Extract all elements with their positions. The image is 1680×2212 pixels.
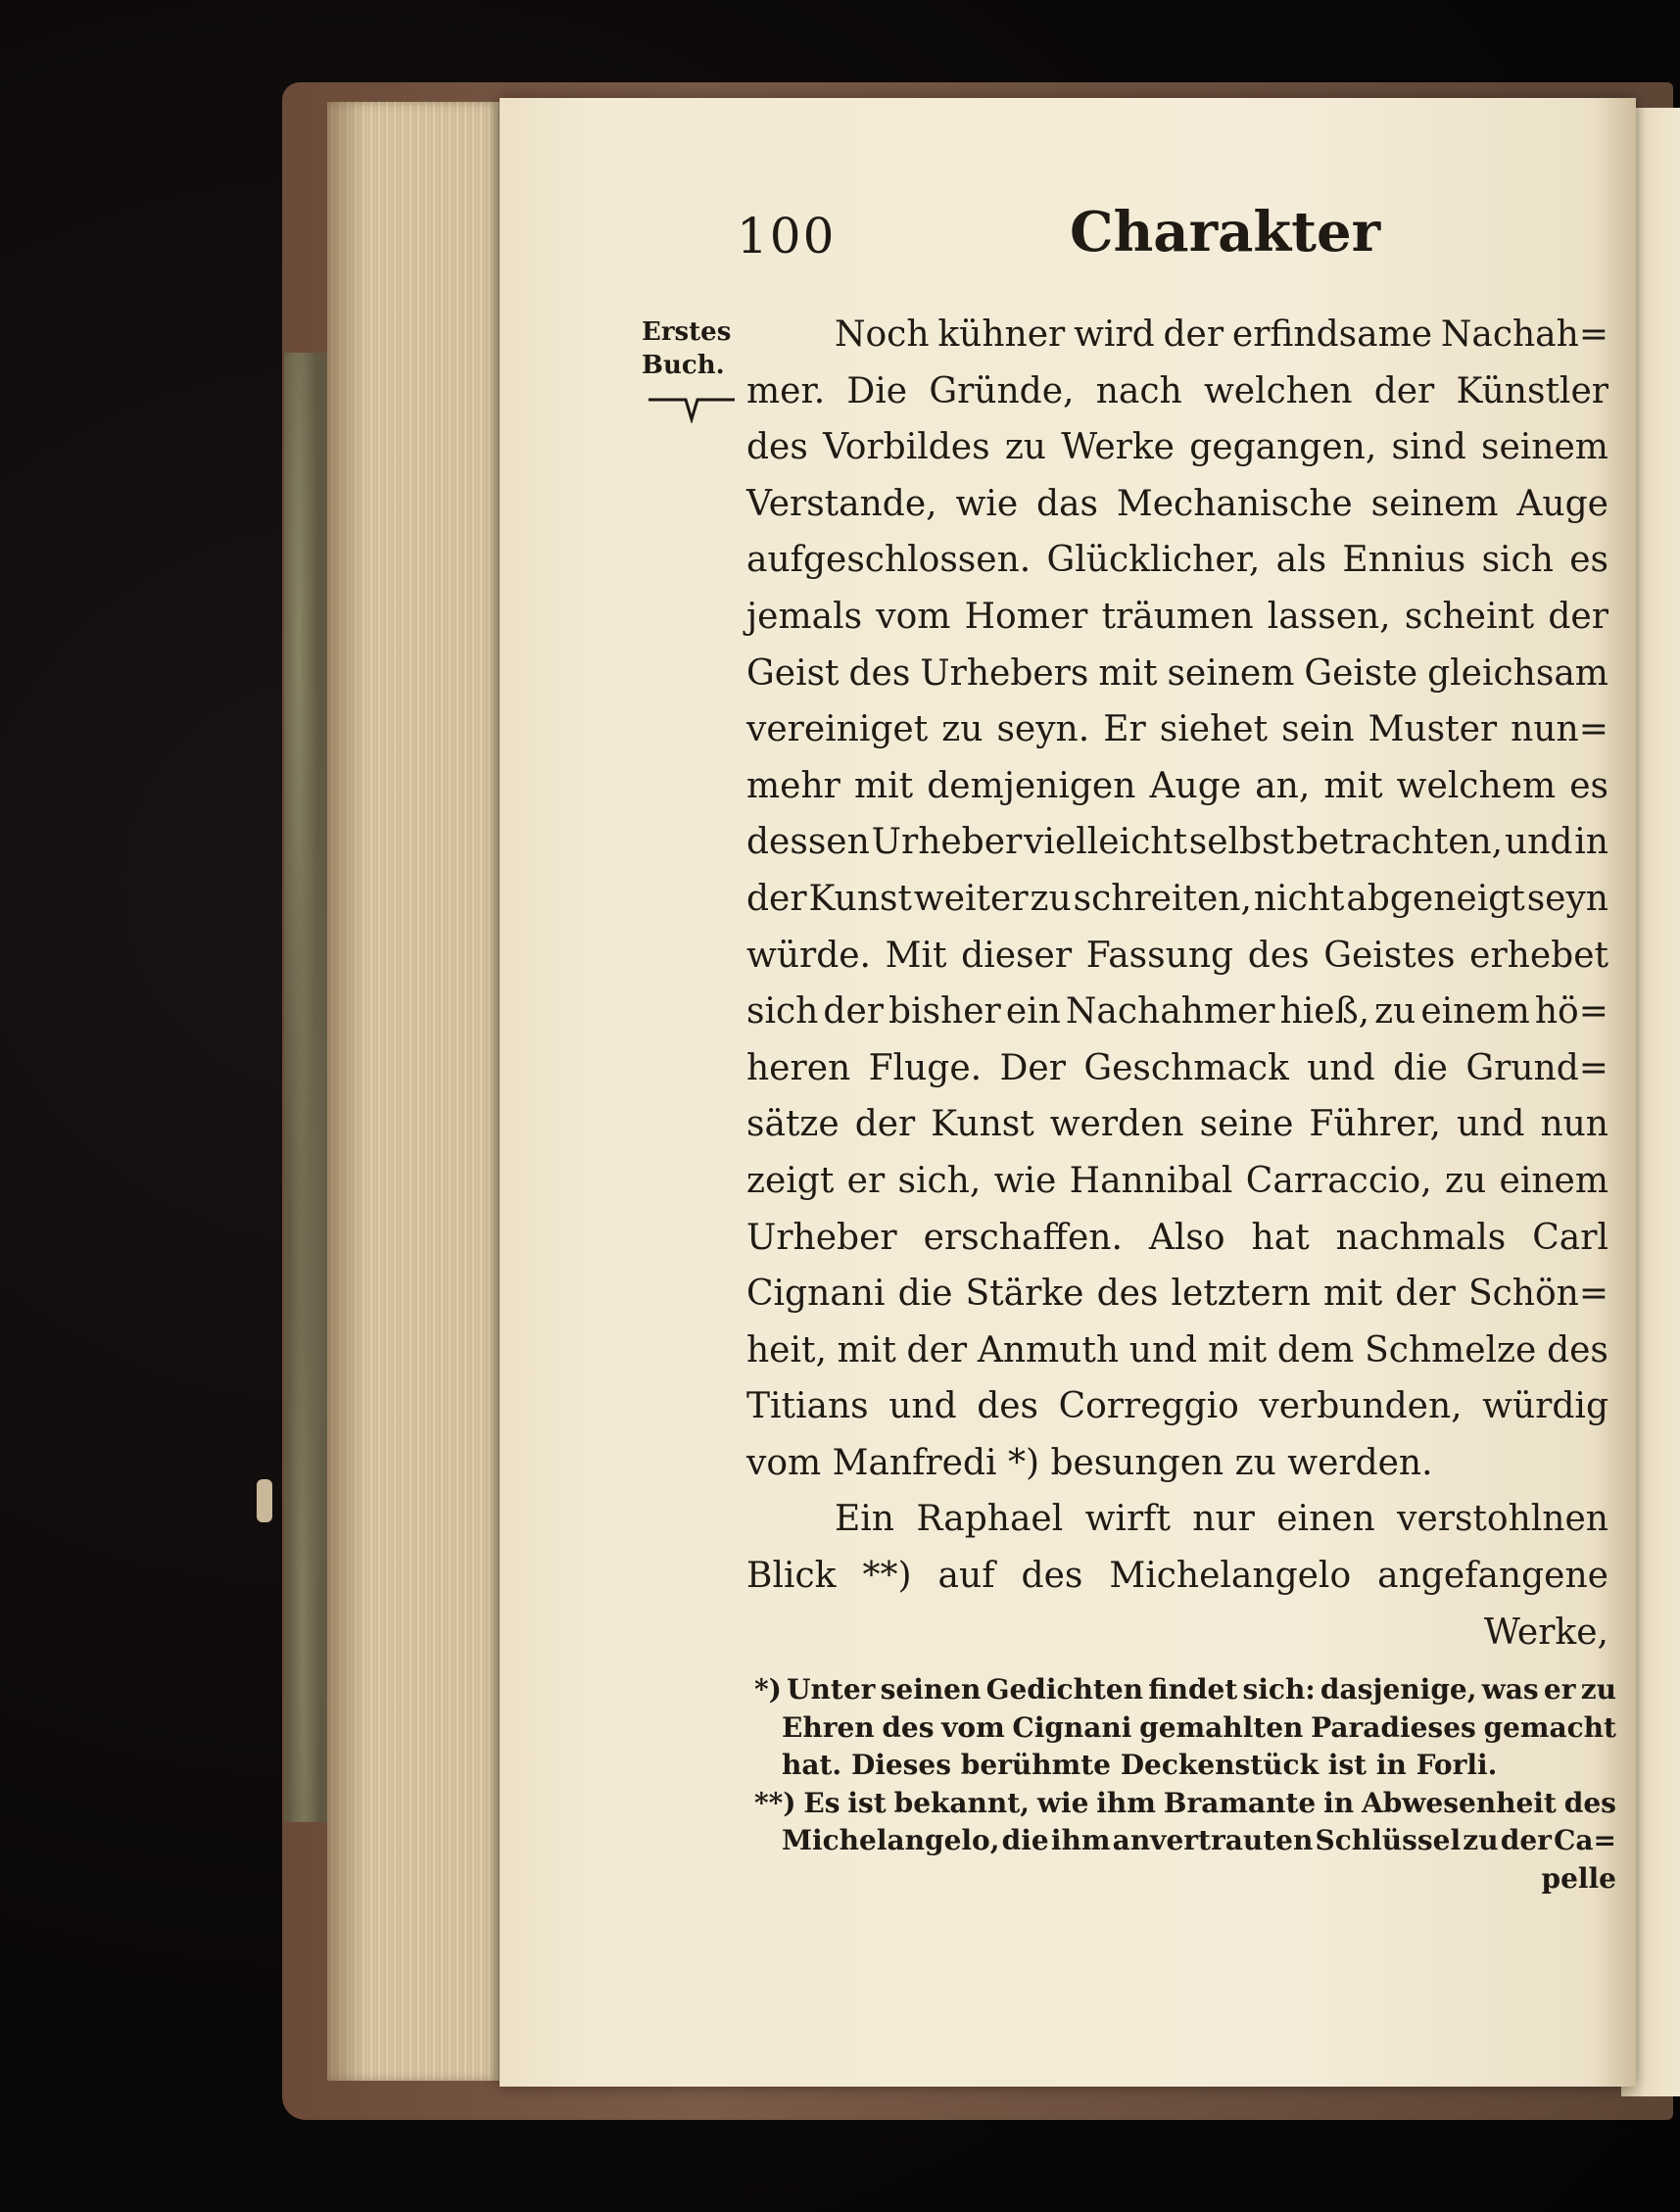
body-line: Verstande, wie das Mechanische seinem Auge <box>746 483 1608 524</box>
marginal-note-line: Buch. <box>642 351 725 380</box>
footnote-line: pelle <box>1541 1861 1616 1895</box>
marbled-spine <box>284 353 333 1822</box>
body-line: vereiniget zu seyn. Er siehet sein Muster nun= <box>746 709 1608 750</box>
body-line: Blick **) auf des Michelangelo angefangene <box>746 1556 1608 1597</box>
body-line: dessen Urheber vielleicht selbst betrachten, und in <box>746 822 1608 863</box>
body-line: der Kunst weiter zu schreiten, nicht abgeneigt seyn <box>746 878 1608 919</box>
footnotes <box>754 1671 1616 1898</box>
body-line: jemals vom Homer träumen lassen, scheint der <box>746 596 1608 637</box>
footnote-line: **) Es ist bekannt, wie ihm Bramante in Abwesenheit des <box>754 1786 1616 1819</box>
running-title: Charakter <box>1070 200 1381 264</box>
body-line: Geist des Urhebers mit seinem Geiste gleichsam <box>746 652 1608 694</box>
body-line: würde. Mit dieser Fassung des Geistes erhebet <box>746 935 1608 976</box>
footnote-line: *) Unter seinen Gedichten findet sich: dasjenige, was er zu <box>754 1673 1616 1706</box>
body-line: Titians und des Correggio verbunden, würdig <box>746 1386 1608 1427</box>
body-line: Noch kühner wird der erfindsame Nachah= <box>835 314 1608 355</box>
body-line: zeigt er sich, wie Hannibal Carraccio, zu einem <box>746 1160 1608 1201</box>
body-line: sätze der Kunst werden seine Führer, und nun <box>746 1104 1608 1145</box>
body-line: sich der bisher ein Nachahmer hieß, zu einem hö= <box>746 991 1608 1033</box>
body-text <box>746 307 1608 1660</box>
body-line: aufgeschlossen. Glücklicher, als Ennius sich es <box>746 540 1608 581</box>
body-line: Cignani die Stärke des letztern mit der Schön= <box>746 1274 1608 1315</box>
marginal-note <box>642 315 740 382</box>
footnote-line: Ehren des vom Cignani gemahlten Paradieses gemacht <box>782 1710 1616 1744</box>
body-line: vom Manfredi *) besungen zu werden. <box>746 1442 1433 1483</box>
body-line: des Vorbildes zu Werke gegangen, sind seinem <box>746 427 1608 468</box>
body-line: mehr mit demjenigen Auge an, mit welchem es <box>746 765 1608 806</box>
body-line: Urheber erschaffen. Also hat nachmals Carl <box>746 1217 1608 1258</box>
body-line: Werke, <box>1483 1611 1608 1653</box>
clasp-mark <box>257 1479 272 1522</box>
marginal-note-line: Erstes <box>642 317 732 347</box>
body-line: heren Fluge. Der Geschmack und die Grund= <box>746 1047 1608 1088</box>
fore-edge-shadow <box>327 102 366 2081</box>
footnote-line: hat. Dieses berühmte Deckenstück ist in Forli. <box>782 1749 1498 1781</box>
body-line: mer. Die Gründe, nach welchen der Künstler <box>746 370 1608 411</box>
body-line: Ein Raphael wirft nur einen verstohlnen <box>835 1499 1608 1540</box>
marginal-brace-icon <box>647 396 737 423</box>
footnote-line: Michelangelo, die ihm anvertrauten Schlüssel zu der Ca= <box>782 1824 1616 1856</box>
page-number: 100 <box>737 208 837 264</box>
body-line: heit, mit der Anmuth und mit dem Schmelze des <box>746 1329 1608 1370</box>
